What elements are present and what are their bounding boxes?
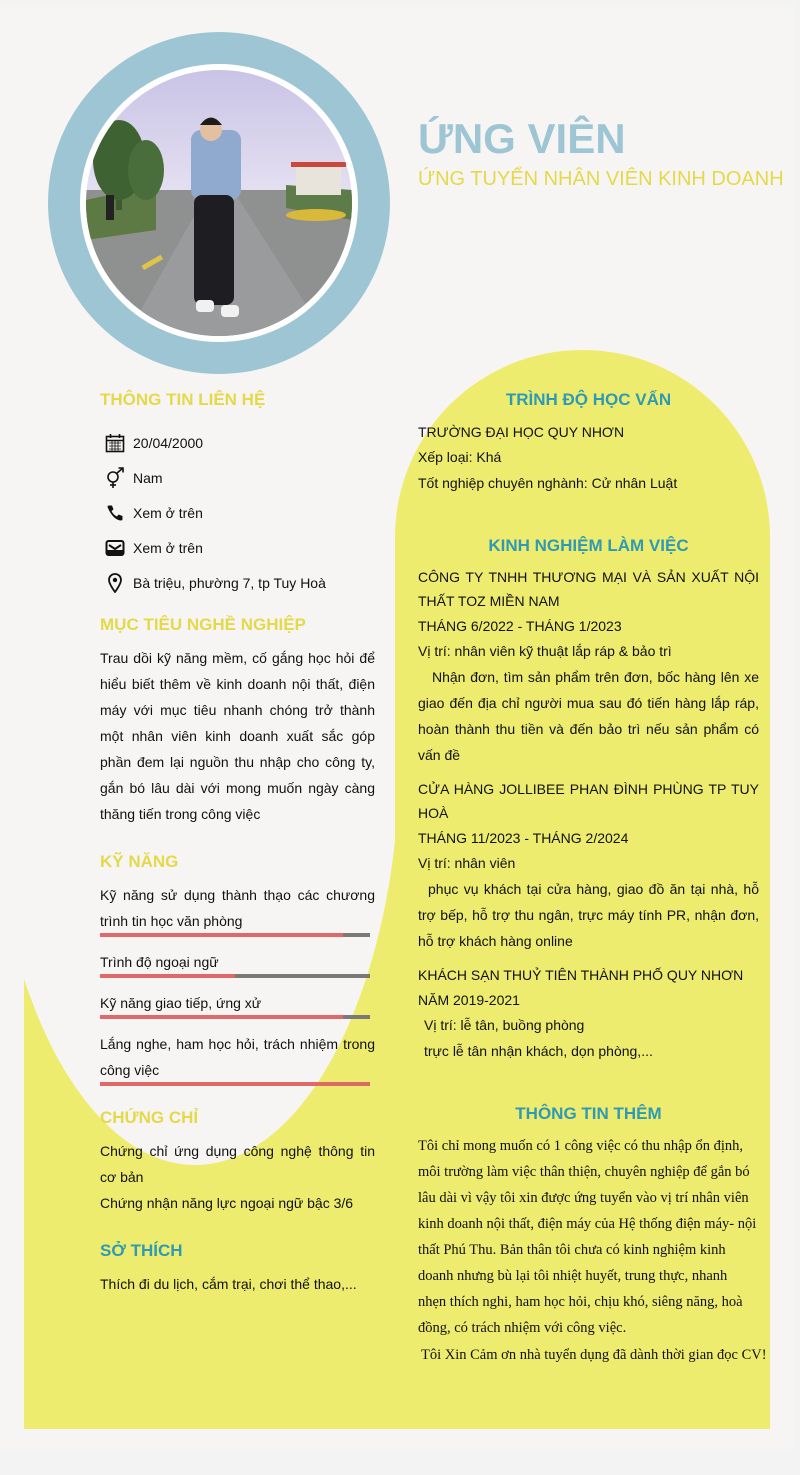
skill-bar-fill	[100, 1015, 343, 1019]
job-role: Vị trí: nhân viên kỹ thuật lắp ráp & bảo trì	[418, 643, 672, 659]
job-company: KHÁCH SẠN THUỶ TIÊN THÀNH PHỐ QUY NHƠN	[418, 967, 744, 983]
contact-email: Xem ở trên	[133, 540, 203, 556]
certificates-title: CHỨNG CHỈ	[100, 1108, 199, 1127]
contact-dob: 20/04/2000	[133, 435, 204, 451]
skills-title: KỸ NĂNG	[100, 852, 179, 871]
job-period: NĂM 2019-2021	[418, 992, 520, 1008]
contact-email-row	[104, 537, 203, 559]
education-major: Tốt nghiệp chuyên nghành: Cử nhân Luật	[418, 475, 678, 491]
job-role: Vị trí: lễ tân, buồng phòng	[424, 1017, 585, 1033]
objective-title: MỤC TIÊU NGHỀ NGHIỆP	[100, 615, 306, 634]
contact-title: THÔNG TIN LIÊN HỆ	[100, 390, 266, 409]
skill-name: Lắng nghe, ham học hỏi, trách nhiệm trong công việc	[100, 1036, 375, 1078]
objective-text: Trau dồi kỹ năng mềm, cố gắng học hỏi để hiểu biết thêm về kinh doanh nội thất, điện máy với mục tiêu nhanh chóng trở thành một nhân viên kinh doanh xuất sắc góp phần đem lại nguồn thu nhập cho công ty, gắn bó lâu dài với mong muốn ngày càng thăng tiến trong công việc	[100, 650, 375, 822]
cv-page	[0, 5, 794, 1449]
hobbies-title: SỞ THÍCH	[100, 1241, 183, 1260]
phone-icon	[104, 502, 126, 524]
skill-name: Kỹ năng giao tiếp, ứng xử	[100, 995, 262, 1011]
applied-position: ỨNG TUYỂN NHÂN VIÊN KINH DOANH	[418, 168, 784, 190]
skill-bar	[100, 933, 370, 937]
job-company: CỬA HÀNG JOLLIBEE PHAN ĐÌNH PHÙNG TP TUY HOÀ	[418, 781, 759, 821]
skill-bar-fill	[100, 933, 343, 937]
calendar-icon	[104, 432, 126, 454]
contact-address: Bà triệu, phường 7, tp Tuy Hoà	[133, 575, 326, 591]
education-rank: Xếp loại: Khá	[418, 449, 502, 465]
contact-phone: Xem ở trên	[133, 505, 203, 521]
contact-address-row	[104, 572, 326, 594]
skill-name: Kỹ năng sử dụng thành thạo các chương trình tin học văn phòng	[100, 887, 375, 929]
thanks-text: Tôi Xin Cảm ơn nhà tuyển dụng đã dành thời gian đọc CV!	[421, 1347, 767, 1363]
email-icon	[104, 537, 126, 559]
hobbies-text: Thích đi du lịch, cắm trại, chơi thể thao,...	[100, 1276, 357, 1292]
contact-dob-row	[104, 432, 203, 454]
contact-gender: Nam	[133, 470, 163, 486]
certificate-item: Chứng nhận năng lực ngoại ngữ bậc 3/6	[100, 1195, 354, 1211]
gender-icon	[104, 467, 126, 489]
job-period: THÁNG 6/2022 - THÁNG 1/2023	[418, 618, 622, 634]
skill-bar	[100, 1015, 370, 1019]
contact-phone-row	[104, 502, 203, 524]
skill-bar	[100, 974, 370, 978]
job-description: trực lễ tân nhận khách, dọn phòng,...	[424, 1043, 653, 1059]
skill-name: Trình độ ngoại ngữ	[100, 954, 219, 970]
job-description: phục vụ khách tại cửa hàng, giao đồ ăn tại nhà, hỗ trợ bếp, hỗ trợ thu ngân, trực máy tính PR, nhận đơn, hỗ trợ khách hàng online	[418, 881, 759, 949]
additional-info-text: Tôi chỉ mong muốn có 1 công việc có thu nhập ổn định, môi trường làm việc thân thiện, chuyên nghiệp để gắn bó lâu dài vì vậy tôi xin được ứng tuyển vào vị trí nhân viên kinh doanh nội thất, điện máy của Hệ thống điện máy- nội thất Phú Thu. Bản thân tôi chưa có kinh nghiệm kinh doanh nhưng bù lại tôi nhiệt huyết, trung thực, nhanh nhẹn thích nghi, ham học hỏi, chịu khó, siêng năng, hoà đồng, có trách nhiệm với công việc.	[418, 1138, 757, 1336]
job-period: THÁNG 11/2023 - THÁNG 2/2024	[418, 830, 629, 846]
additional-info-title: THÔNG TIN THÊM	[515, 1104, 662, 1123]
location-icon	[104, 572, 126, 594]
skill-bar	[100, 1082, 370, 1086]
experience-title: KINH NGHIỆM LÀM VIỆC	[488, 536, 689, 555]
job-company: CÔNG TY TNHH THƯƠNG MẠI VÀ SẢN XUẤT NỘI THẤT TOZ MIỀN NAM	[418, 569, 759, 609]
avatar-photo	[86, 70, 352, 336]
skill-bar-fill	[100, 974, 235, 978]
job-role: Vị trí: nhân viên	[418, 855, 516, 871]
education-school: TRƯỜNG ĐẠI HỌC QUY NHƠN	[418, 424, 625, 440]
candidate-name: ỨNG VIÊN	[418, 115, 626, 162]
contact-gender-row	[104, 467, 163, 489]
education-title: TRÌNH ĐỘ HỌC VẤN	[505, 390, 672, 409]
skill-bar-fill	[100, 1082, 370, 1086]
job-description: Nhận đơn, tìm sản phẩm trên đơn, bốc hàng lên xe giao đến địa chỉ người mua sau đó tiến hàng lắp ráp, hoàn thành thu tiền và đến bảo trì nếu sản phẩm có vấn đề	[418, 669, 759, 763]
certificate-item: Chứng chỉ ứng dụng công nghệ thông tin cơ bản	[100, 1143, 375, 1185]
